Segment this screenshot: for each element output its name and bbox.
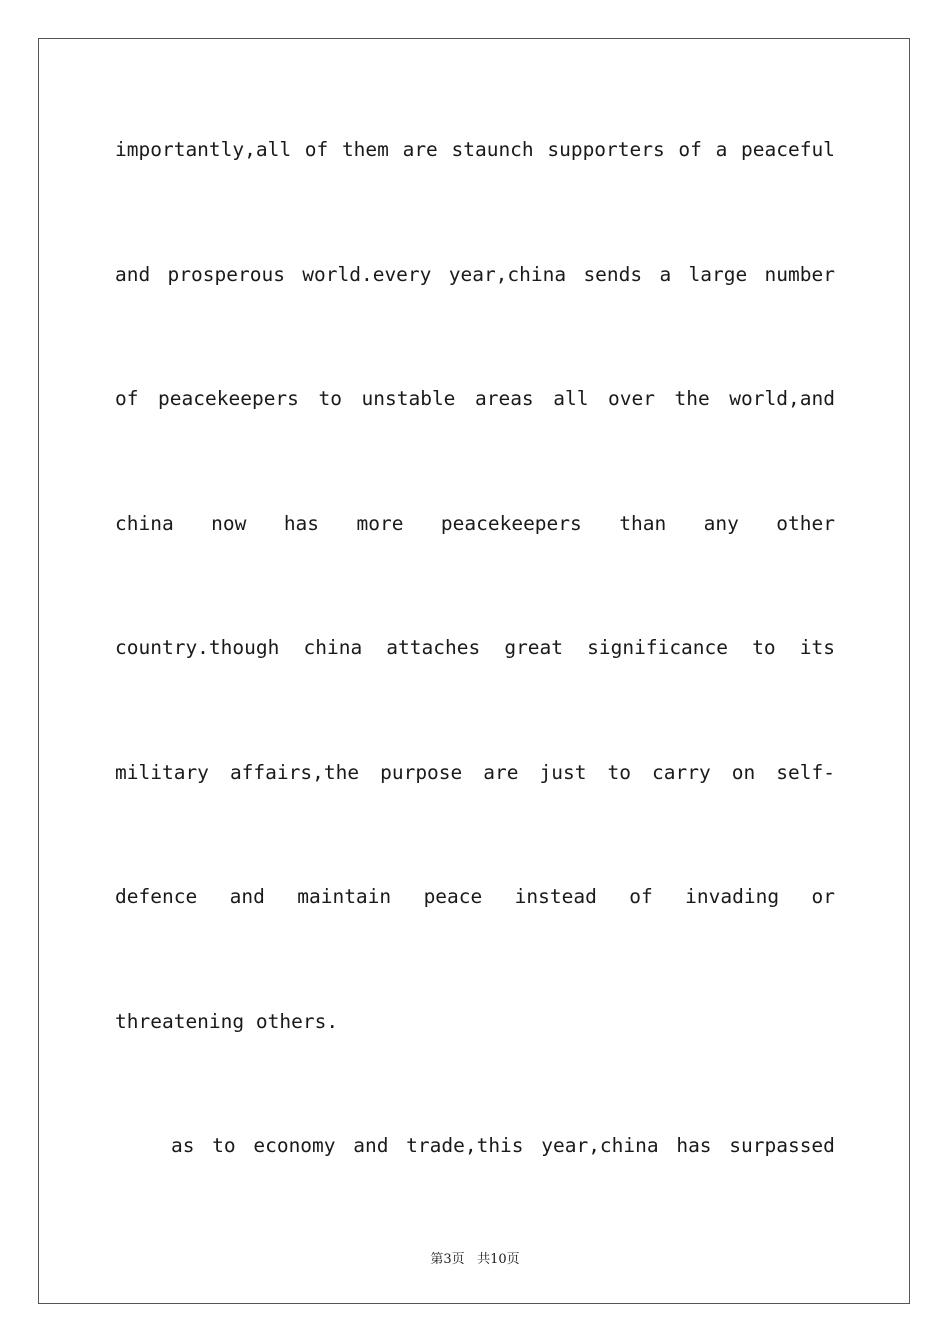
word: than	[619, 512, 667, 535]
word: to	[607, 761, 632, 784]
word: of	[629, 885, 653, 908]
word: of	[304, 138, 329, 161]
text-line	[115, 138, 835, 162]
word: military	[115, 761, 209, 784]
word: the	[674, 387, 710, 410]
word: carry	[652, 761, 711, 784]
word: of	[115, 387, 139, 410]
word: peacekeepers	[158, 387, 299, 410]
page-footer	[0, 1248, 950, 1267]
page-frame	[38, 38, 910, 1304]
word: staunch	[451, 138, 534, 161]
word: economy	[253, 1134, 336, 1157]
word: purpose	[380, 761, 463, 784]
word: a	[715, 138, 728, 161]
word: them	[341, 138, 389, 161]
text-line: threatening others.	[115, 1010, 339, 1033]
word: are	[402, 138, 438, 161]
word: now	[211, 512, 247, 535]
word: number	[764, 263, 835, 286]
word: its	[799, 636, 835, 659]
text-line	[115, 263, 835, 287]
word: and	[229, 885, 265, 908]
word: prosperous	[167, 263, 285, 286]
word: china	[303, 636, 363, 659]
word: more	[356, 512, 404, 535]
word: and	[115, 263, 151, 286]
word: sends	[583, 263, 643, 286]
word: any	[703, 512, 739, 535]
word: on	[731, 761, 756, 784]
word: world.every	[302, 263, 432, 286]
word: invading	[685, 885, 780, 908]
word: as	[171, 1134, 195, 1157]
word: surpassed	[729, 1134, 835, 1157]
word: defence	[115, 885, 198, 908]
word: has	[676, 1134, 712, 1157]
word: year,china	[448, 263, 567, 286]
word: world,and	[729, 387, 835, 410]
word: areas	[474, 387, 534, 410]
word: just	[539, 761, 587, 784]
page-number: 第3页	[430, 1252, 465, 1267]
word: maintain	[297, 885, 392, 908]
word: of	[678, 138, 702, 161]
text-line	[115, 387, 835, 411]
word: all	[553, 387, 589, 410]
page-total: 共10页	[477, 1252, 520, 1267]
word: china	[115, 512, 174, 535]
word: a	[659, 263, 672, 286]
word: peaceful	[741, 138, 835, 161]
word: country.though	[115, 636, 280, 659]
word: to	[318, 387, 342, 410]
word: great	[504, 636, 564, 659]
word: and	[353, 1134, 389, 1157]
word: supporters	[547, 138, 665, 161]
word: significance	[587, 636, 729, 659]
word: unstable	[361, 387, 456, 410]
text-line	[115, 512, 835, 536]
text-line	[115, 885, 835, 909]
word: to	[212, 1134, 236, 1157]
word: over	[608, 387, 655, 410]
word: or	[811, 885, 835, 908]
word: peace	[423, 885, 483, 908]
word: peacekeepers	[440, 512, 582, 535]
word: importantly,all	[115, 138, 292, 161]
word: trade,this	[406, 1134, 524, 1157]
word: year,china	[541, 1134, 659, 1157]
word: instead	[514, 885, 597, 908]
word: attaches	[386, 636, 481, 659]
word: large	[688, 263, 748, 286]
word: are	[483, 761, 519, 784]
text-line	[115, 761, 835, 785]
text-line	[115, 636, 835, 660]
word: affairs,the	[229, 761, 360, 784]
word: other	[776, 512, 835, 535]
word: self-	[776, 761, 835, 784]
word: has	[283, 512, 320, 535]
word: to	[752, 636, 776, 659]
paragraph-first-line	[115, 1134, 835, 1158]
